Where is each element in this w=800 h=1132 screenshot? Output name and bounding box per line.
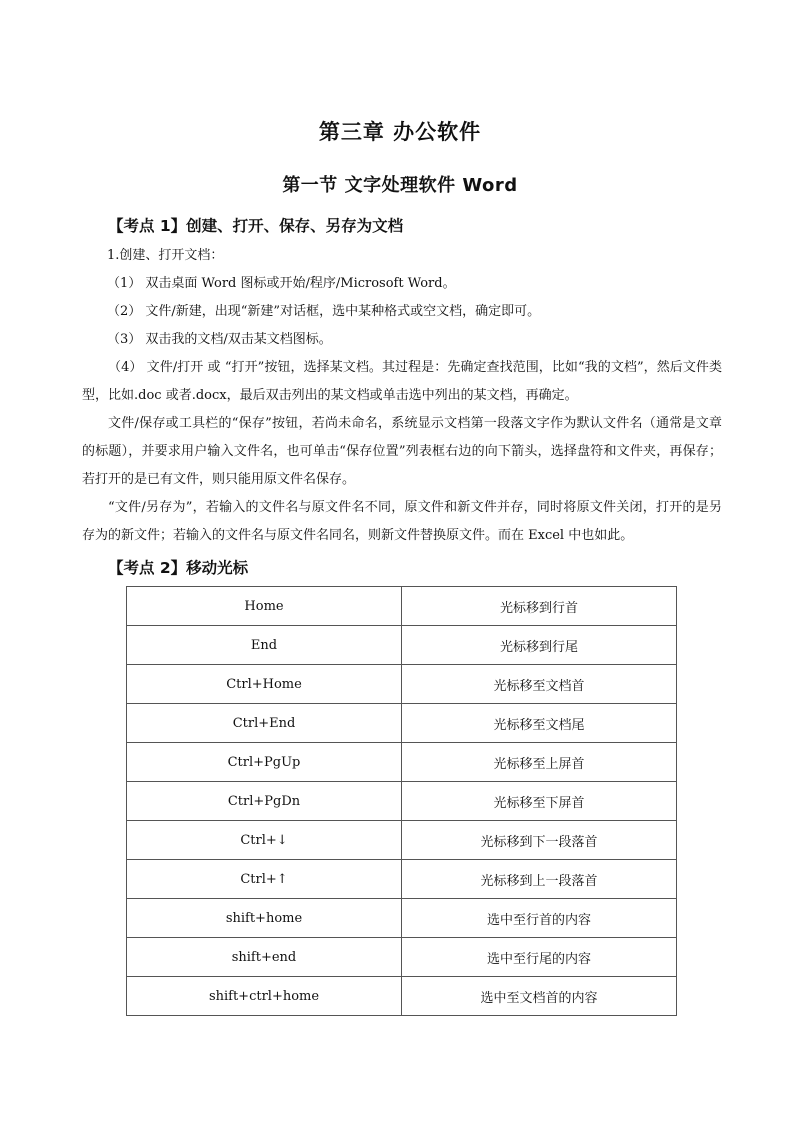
table-row — [127, 743, 677, 782]
table-row — [127, 938, 677, 977]
shortcut-key: Home — [127, 587, 402, 626]
shortcut-description: 光标移到上一段落首 — [402, 860, 677, 899]
cursor-shortcut-table — [126, 586, 677, 1016]
shortcut-description: 选中至行首的内容 — [402, 899, 677, 938]
shortcut-key: Ctrl+↓ — [127, 821, 402, 860]
kp1-item-1: （1） 双击桌面 Word 图标或开始/程序/Microsoft Word。 — [107, 276, 456, 291]
kp1-body — [82, 242, 722, 550]
table-row — [127, 899, 677, 938]
table-row — [127, 821, 677, 860]
table-row — [127, 704, 677, 743]
shortcut-key: Ctrl+End — [127, 704, 402, 743]
shortcut-description: 选中至文档首的内容 — [402, 977, 677, 1016]
shortcut-description: 光标移到下一段落首 — [402, 821, 677, 860]
kp1-para-save: 文件/保存或工具栏的“保存”按钮，若尚未命名，系统显示文档第一段落文字作为默认文件名（通常是文章的标题），并要求用户输入文件名，也可单击“保存位置”列表框右边的向下箭头，选择盘符和文件夹，再保存；若打开的是已有文件，则只能用原文件名保存。 — [82, 416, 722, 487]
shortcut-description: 光标移至文档首 — [402, 665, 677, 704]
kp2-heading: 【考点 2】移动光标 — [108, 559, 249, 577]
shortcut-description: 光标移至下屏首 — [402, 782, 677, 821]
shortcut-key: Ctrl+PgUp — [127, 743, 402, 782]
kp1-subtitle: 1.创建、打开文档： — [107, 248, 224, 263]
kp1-item-4: （4） 文件/打开 或 “打开”按钮，选择某文档。其过程是：先确定查找范围，比如“我的文档”，然后文件类型，比如.doc 或者.docx，最后双击列出的某文档或单击选中列出的某文档，再确定。 — [82, 360, 722, 403]
shortcut-key: Ctrl+↑ — [127, 860, 402, 899]
table-row — [127, 587, 677, 626]
shortcut-key: shift+ctrl+home — [127, 977, 402, 1016]
shortcut-description: 光标移到行首 — [402, 587, 677, 626]
table-row — [127, 977, 677, 1016]
shortcut-key: shift+end — [127, 938, 402, 977]
kp1-para-saveas: “文件/另存为”，若输入的文件名与原文件名不同，原文件和新文件并存，同时将原文件关闭，打开的是另存为的新文件；若输入的文件名与原文件名同名，则新文件替换原文件。而在 Excel 中也如此。 — [82, 500, 722, 543]
shortcut-description: 光标移至上屏首 — [402, 743, 677, 782]
section-title: 第一节 文字处理软件 Word — [282, 175, 518, 196]
table-row — [127, 782, 677, 821]
shortcut-key: shift+home — [127, 899, 402, 938]
shortcut-key: Ctrl+PgDn — [127, 782, 402, 821]
shortcut-description: 光标移至文档尾 — [402, 704, 677, 743]
chapter-title: 第三章 办公软件 — [318, 120, 482, 144]
table-row — [127, 860, 677, 899]
shortcut-description: 选中至行尾的内容 — [402, 938, 677, 977]
kp1-item-3: （3） 双击我的文档/双击某文档图标。 — [107, 332, 332, 347]
table-row — [127, 626, 677, 665]
shortcut-description: 光标移到行尾 — [402, 626, 677, 665]
kp1-heading: 【考点 1】创建、打开、保存、另存为文档 — [108, 217, 404, 235]
kp1-item-2: （2） 文件/新建，出现“新建”对话框，选中某种格式或空文档，确定即可。 — [107, 304, 541, 319]
table-row — [127, 665, 677, 704]
shortcut-key: End — [127, 626, 402, 665]
shortcut-key: Ctrl+Home — [127, 665, 402, 704]
